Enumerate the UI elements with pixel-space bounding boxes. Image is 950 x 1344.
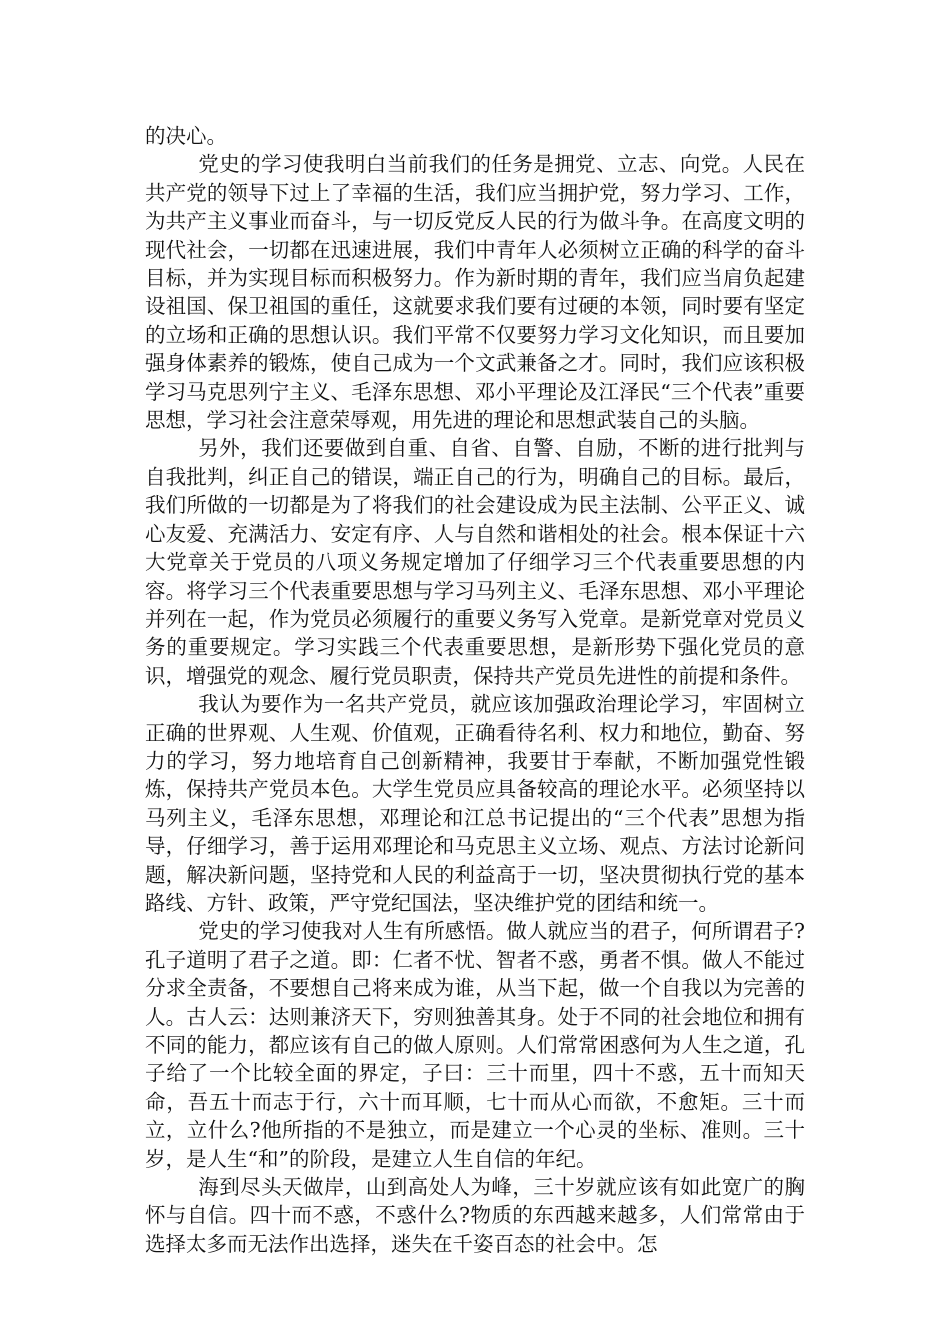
paragraph-3: 另外，我们还要做到自重、自省、自警、自励，不断的进行批判与自我批判，纠正自己的错误，端正自己的行为，明确自己的目标。最后，我们所做的一切都是为了将我们的社会建设成为民主法制、公平正义、诚心友爱、充满活力、安定有序、人与自然和谐相处的社会。根本保证十六大党章关于党员的八项义务规定增加了仔细学习三个代表重要思想的内容。将学习三个代表重要思想与学习马列主义、毛泽东思想、邓小平理论并列在一起，作为党员必须履行的重要义务写入党章。是新党章对党员义务的重要规定。学习实践三个代表重要思想，是新形势下强化党员的意识，增强党的观念、履行党员职责，保持共产党员先进性的前提和条件。: [145, 436, 805, 688]
paragraph-5: 党史的学习使我对人生有所感悟。做人就应当的君子，何所谓君子?孔子道明了君子之道。即：仁者不忧、智者不惑，勇者不惧。做人不能过分求全责备，不要想自己将来成为谁，从当下起，做一个自我以为完善的人。古人云：达则兼济天下，穷则独善其身。处于不同的社会地位和拥有不同的能力，都应该有自己的做人原则。人们常常困惑何为人生之道，孔子给了一个比较全面的界定，子曰：三十而里，四十不惑，五十而知天命，吾五十而志于行，六十而耳顺，七十而从心而欲，不愈矩。三十而立，立什么?他所指的不是独立，而是建立一个心灵的坐标、准则。三十岁，是人生“和”的阶段，是建立人生自信的年纪。: [145, 919, 805, 1171]
paragraph-1: 的决心。: [145, 124, 227, 148]
paragraph-6: 海到尽头天做岸，山到高处人为峰，三十岁就应该有如此宽广的胸怀与自信。四十而不惑，不惑什么?物质的东西越来越多，人们常常由于选择太多而无法作出选择，迷失在千姿百态的社会中。怎: [145, 1175, 805, 1256]
paragraph-4: 我认为要作为一名共产党员，就应该加强政治理论学习，牢固树立正确的世界观、人生观、价值观，正确看待名利、权力和地位，勤奋、努力的学习，努力地培育自己创新精神，我要甘于奉献，不断加强党性锻炼，保持共产党员本色。大学生党员应具备较高的理论水平。必须坚持以马列主义，毛泽东思想，邓理论和江总书记提出的“三个代表”思想为指导，仔细学习，善于运用邓理论和马克思主义立场、观点、方法讨论新问题，解决新问题，坚持党和人民的利益高于一切，坚决贯彻执行党的基本路线、方针、政策，严守党纪国法，坚决维护党的团结和统一。: [145, 692, 805, 915]
paragraph-2: 党史的学习使我明白当前我们的任务是拥党、立志、向党。人民在共产党的领导下过上了幸福的生活，我们应当拥护党，努力学习、工作，为共产主义事业而奋斗，与一切反党反人民的行为做斗争。在高度文明的现代社会，一切都在迅速进展，我们中青年人必须树立正确的科学的奋斗目标，并为实现目标而积极努力。作为新时期的青年，我们应当肩负起建设祖国、保卫祖国的重任，这就要求我们要有过硬的本领，同时要有坚定的立场和正确的思想认识。我们平常不仅要努力学习文化知识，而且要加强身体素养的锻炼，使自己成为一个文武兼备之才。同时，我们应该积极学习马克思列宁主义、毛泽东思想、邓小平理论及江泽民“三个代表”重要思想，学习社会注意荣辱观，用先进的理论和思想武装自己的头脑。: [145, 152, 805, 433]
document-body: [145, 122, 805, 1258]
